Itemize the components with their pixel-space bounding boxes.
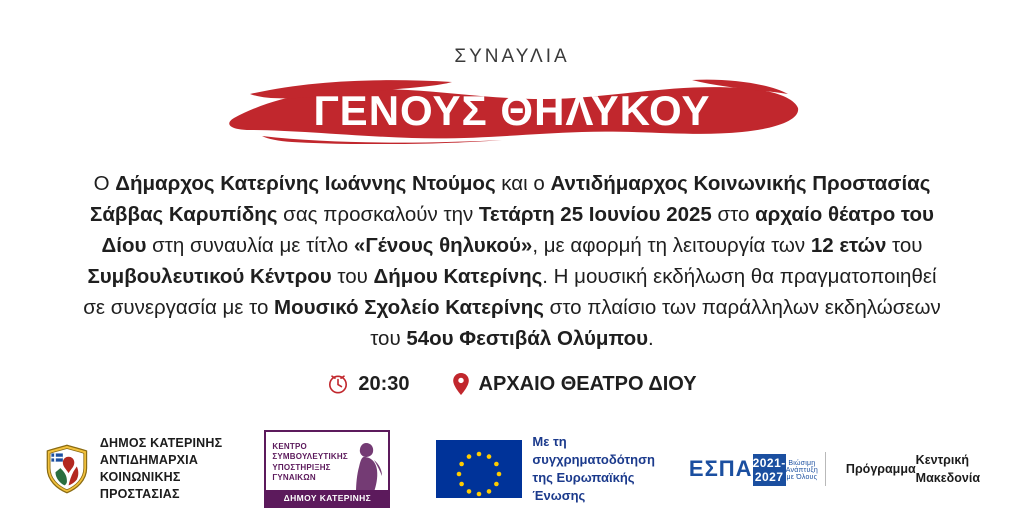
counselling-centre-logo: [234, 430, 390, 508]
clock-icon: [327, 373, 349, 395]
event-location: [452, 372, 697, 396]
body-run: , με αφορμή τη λειτουργία των: [532, 234, 811, 257]
body-run: και ο: [495, 172, 551, 195]
counselling-centre-top: [266, 432, 388, 490]
centre-footer-line: ΔΗΜΟΥ ΚΑΤΕΡΙΝΗΣ: [266, 490, 388, 506]
body-run: του: [886, 234, 923, 257]
eu-flag-icon: [436, 440, 522, 498]
counselling-centre-lines: [272, 442, 347, 484]
body-emphasis: Τετάρτη 25 Ιουνίου 2025: [478, 203, 712, 226]
centre-line4: ΓΥΝΑΙΚΩΝ: [272, 473, 316, 482]
poster-body-text: [82, 168, 942, 354]
body-run: του: [331, 265, 374, 288]
eu-line1: Με τη συγχρηματοδότηση: [532, 434, 655, 467]
body-run: στη συναυλία με τίτλο: [146, 234, 354, 257]
eu-line2: της Ευρωπαϊκής Ένωσης: [532, 470, 635, 503]
municipality-line3: ΚΟΙΝΩΝΙΚΗΣ ΠΡΟΣΤΑΣΙΑΣ: [99, 470, 181, 501]
espa-subtitle: Βιώσιμη Ανάπτυξη με Όλους: [785, 459, 818, 481]
poster-title: ΓΕΝΟΥΣ ΘΗΛΥΚΟΥ: [313, 87, 711, 134]
poster-footer: [0, 421, 1024, 517]
body-emphasis: «Γένους θηλυκού»: [353, 234, 533, 257]
body-emphasis: Συμβουλευτικού Κέντρου: [87, 265, 332, 288]
programme-line2: Κεντρική Μακεδονία: [915, 453, 980, 485]
poster-title-block: [0, 74, 1024, 150]
eu-cofunding-logo: [436, 433, 655, 505]
event-poster: [0, 46, 1024, 531]
eu-text: [532, 433, 655, 505]
municipality-logo: [44, 435, 234, 503]
espa-title: ΕΣΠΑ: [688, 456, 753, 481]
espa-period: 2021-2027: [752, 456, 786, 484]
body-emphasis: Δήμου Κατερίνης: [373, 265, 543, 288]
centre-line1: ΚΕΝΤΡΟ: [272, 441, 307, 451]
municipality-crest-icon: [44, 438, 90, 500]
programme-block: [846, 451, 980, 487]
event-time: [327, 373, 409, 396]
body-run: Ο: [93, 172, 116, 195]
poster-info-row: [0, 372, 1024, 396]
programme-line1: Πρόγραμμα: [845, 462, 916, 476]
body-emphasis: Μουσικό Σχολείο Κατερίνης: [274, 296, 544, 319]
event-location-label: ΑΡΧΑΙΟ ΘΕΑΤΡΟ ΔΙΟΥ: [478, 372, 697, 395]
body-run: .: [648, 327, 654, 350]
espa-logo: [689, 452, 826, 486]
body-emphasis: Αντιδήμαρχος Κοινωνικής Προστασίας Σάββας Καρυπίδης: [90, 172, 931, 226]
poster-kicker: ΣΥΝΑΥΛΙΑ: [454, 46, 570, 67]
body-emphasis: Δήμαρχος Κατερίνης Ιωάννης Ντούμος: [115, 172, 496, 195]
body-emphasis: 12 ετών: [810, 234, 887, 257]
counselling-centre-box: [264, 430, 390, 508]
municipality-line2: ΑΝΤΙΔΗΜΑΡΧΙΑ: [99, 453, 199, 467]
body-emphasis: αρχαίο θέατρο του Δίου: [101, 203, 934, 257]
body-run: σας προσκαλούν την: [277, 203, 479, 226]
woman-silhouette-icon: [344, 440, 384, 492]
centre-line2: ΣΥΜΒΟΥΛΕΥΤΙΚΗΣ: [272, 452, 348, 461]
municipality-line1: ΔΗΜΟΣ ΚΑΤΕΡΙΝΗΣ: [99, 436, 223, 450]
body-emphasis: 54ου Φεστιβάλ Ολύμπου: [406, 327, 649, 350]
body-run: στο: [711, 203, 756, 226]
municipality-text: [100, 435, 235, 503]
body-run: . Η μουσική εκδήλωση θα πραγματοποιηθεί σε συνεργασία με το: [83, 265, 937, 319]
map-pin-icon: [452, 372, 470, 396]
body-run: στο πλαίσιο των παράλληλων εκδηλώσεων του: [370, 296, 941, 350]
centre-line3: ΥΠΟΣΤΗΡΙΞΗΣ: [272, 462, 331, 472]
event-time-label: 20:30: [358, 372, 410, 395]
